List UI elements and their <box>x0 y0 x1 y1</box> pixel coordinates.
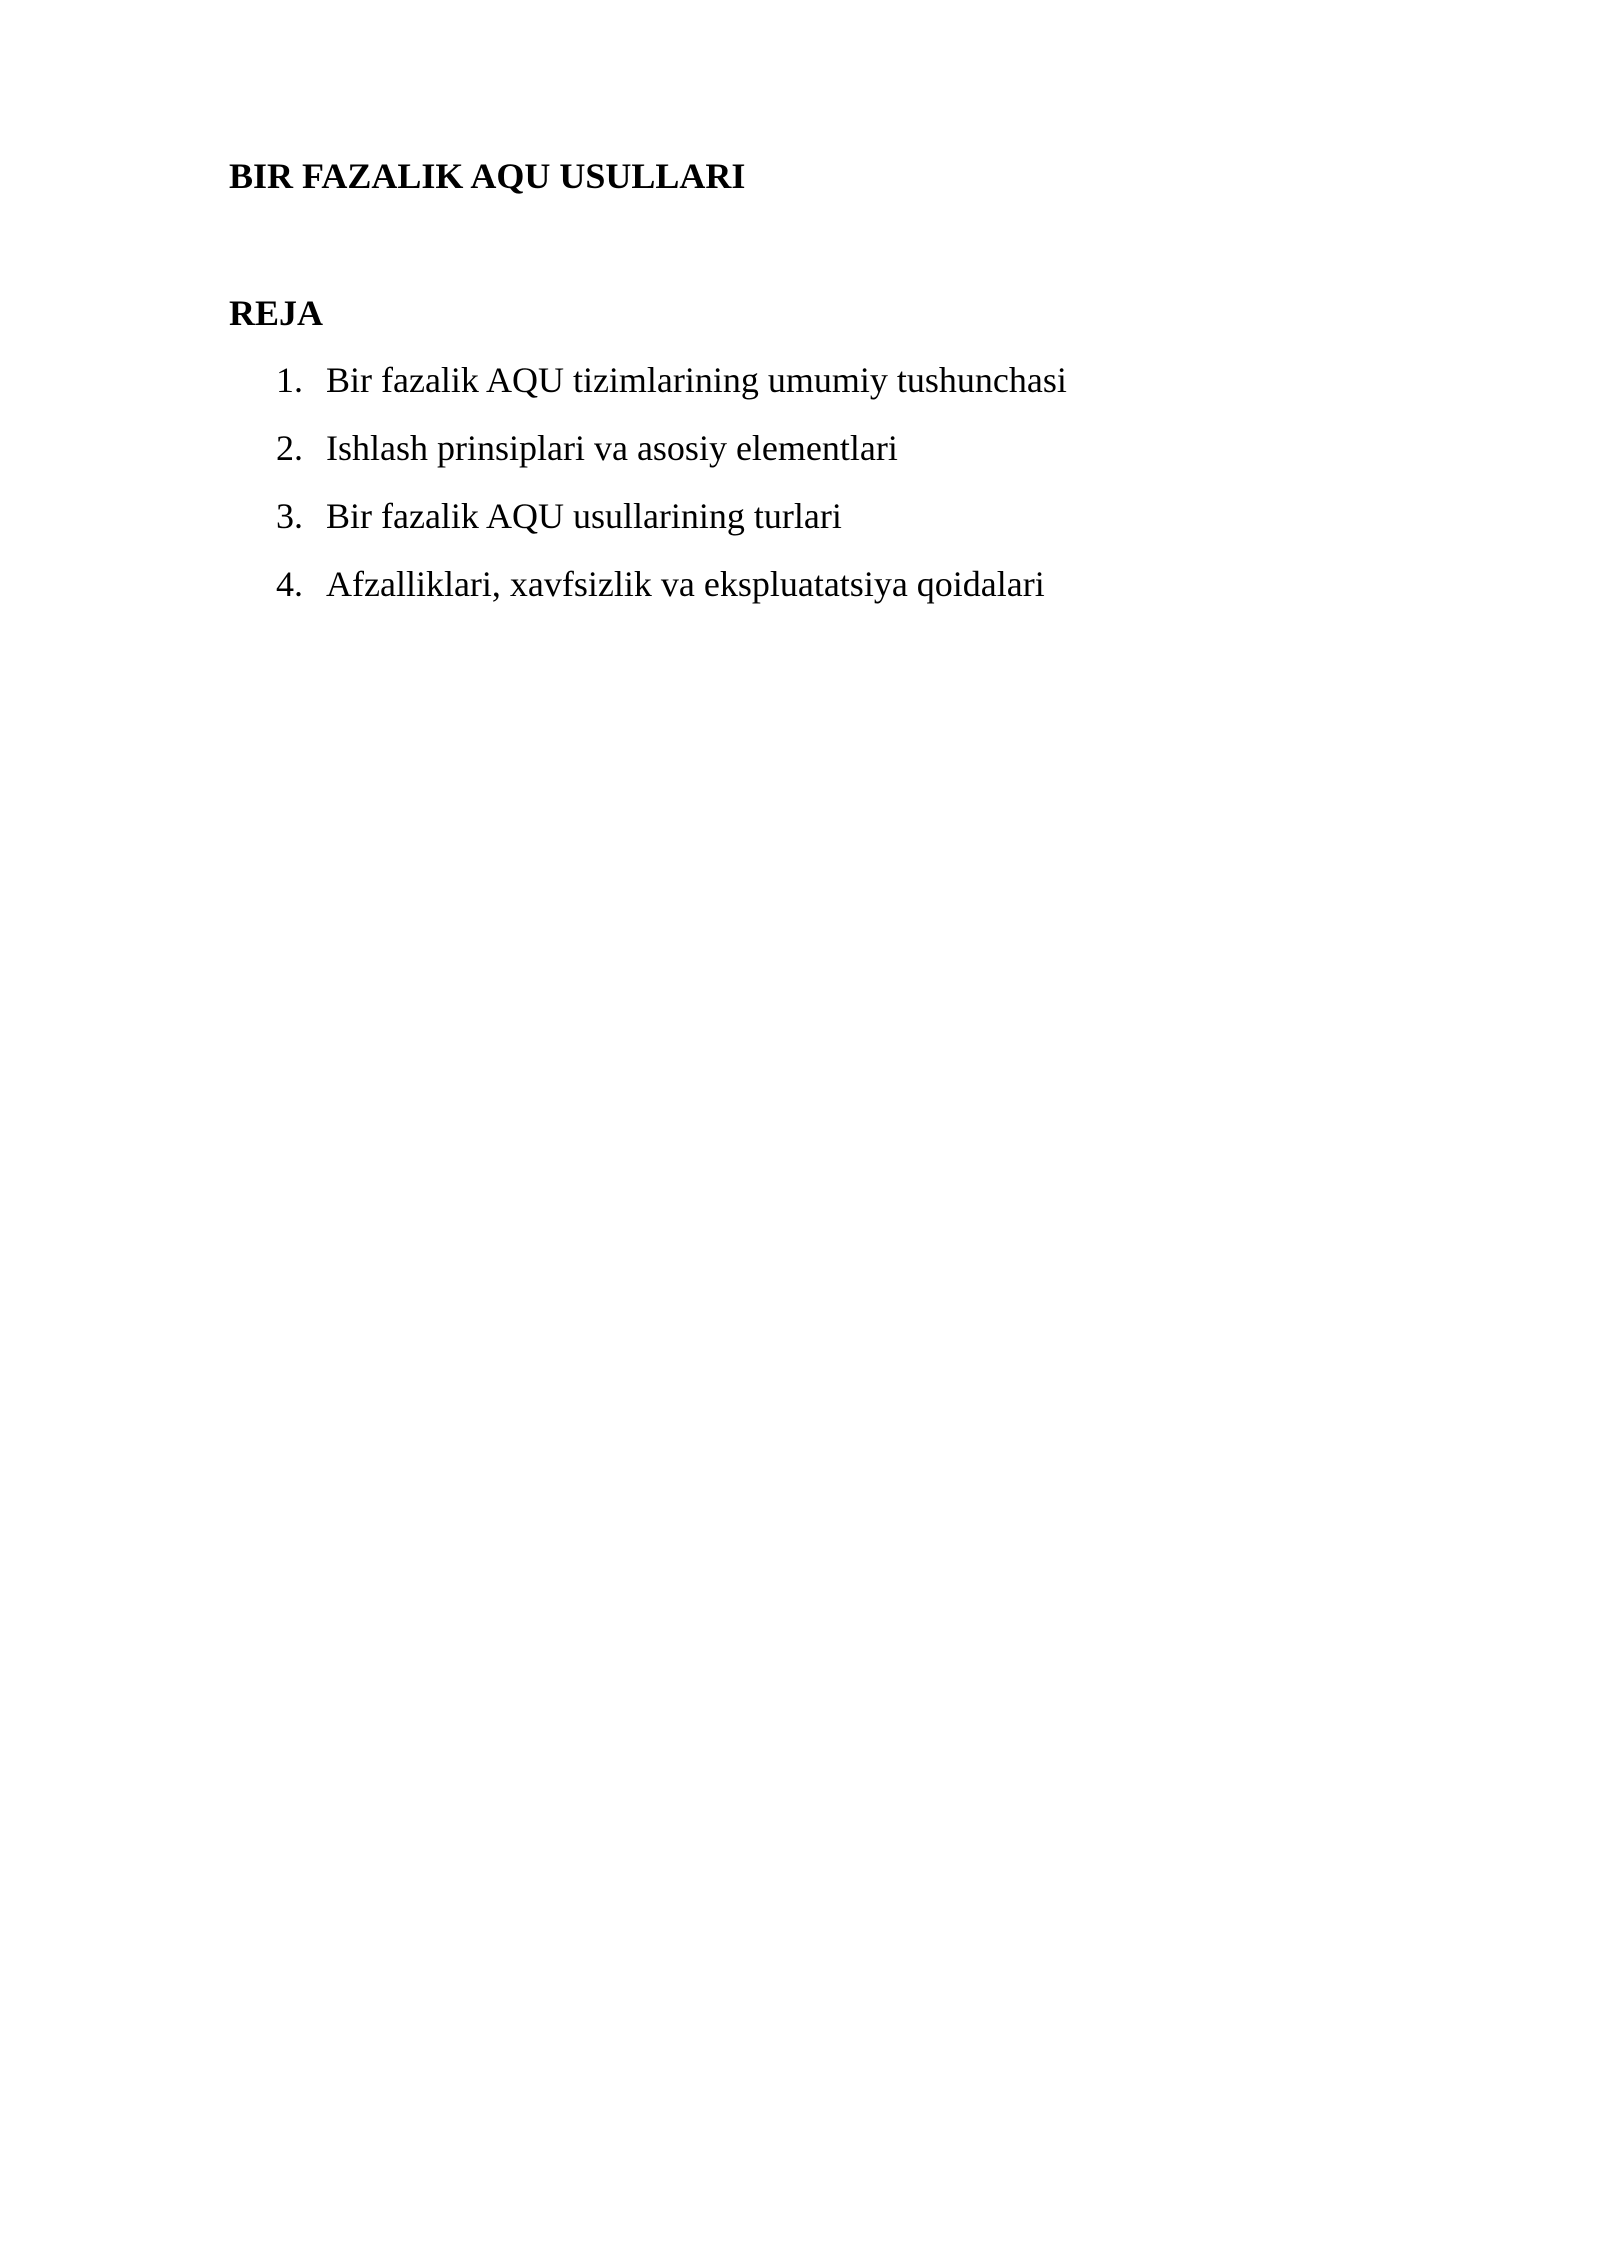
plan-item-text: Bir fazalik AQU tizimlarining umumiy tushunchasi <box>326 360 1067 400</box>
plan-item <box>276 560 1067 628</box>
plan-item <box>276 424 1067 492</box>
plan-item-text: Bir fazalik AQU usullarining turlari <box>326 496 842 536</box>
plan-item-text: Afzalliklari, xavfsizlik va ekspluatatsiya qoidalari <box>326 564 1045 604</box>
plan-item <box>276 492 1067 560</box>
plan-item-number: 1. <box>276 360 303 400</box>
plan-heading: REJA <box>229 293 324 333</box>
plan-item-number: 2. <box>276 428 303 468</box>
plan-item-number: 4. <box>276 564 303 604</box>
plan-item-number: 3. <box>276 496 303 536</box>
plan-list <box>276 356 1067 628</box>
document-title: BIR FAZALIK AQU USULLARI <box>229 156 746 196</box>
plan-item-text: Ishlash prinsiplari va asosiy elementlari <box>326 428 898 468</box>
plan-item <box>276 356 1067 424</box>
